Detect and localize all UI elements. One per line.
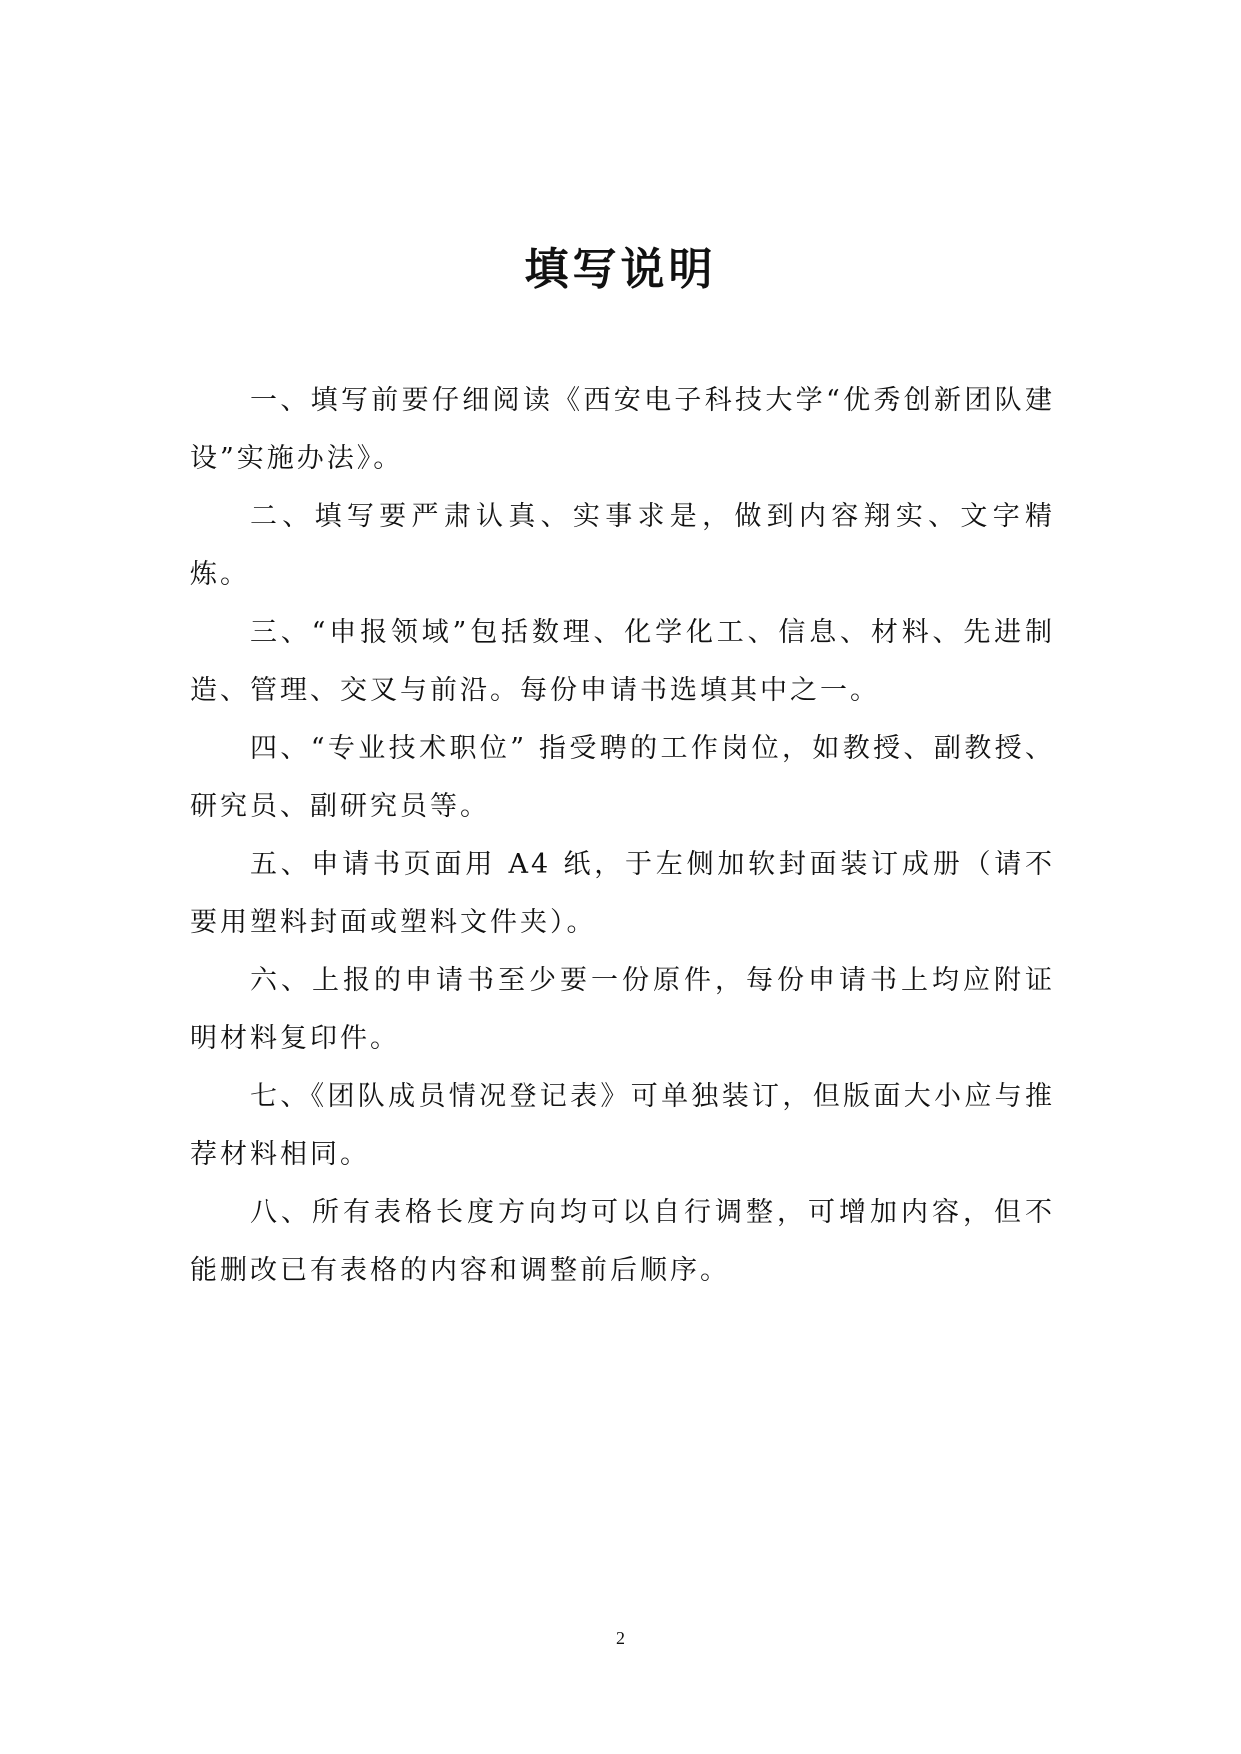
instruction-paragraph-5: 五、申请书页面用 A4 纸，于左侧加软封面装订成册（请不要用塑料封面或塑料文件夹）。	[190, 849, 1055, 938]
instruction-paragraph-2: 二、填写要严肃认真、实事求是，做到内容翔实、文字精炼。	[190, 501, 1055, 590]
instructions-body	[190, 372, 1055, 1300]
page-title: 填写说明	[524, 244, 717, 295]
instruction-paragraph-6: 六、上报的申请书至少要一份原件，每份申请书上均应附证明材料复印件。	[190, 965, 1055, 1054]
instruction-paragraph-7: 七、《团队成员情况登记表》可单独装订，但版面大小应与推荐材料相同。	[190, 1081, 1055, 1170]
instruction-paragraph-3: 三、“申报领域”包括数理、化学化工、信息、材料、先进制造、管理、交叉与前沿。每份申请书选填其中之一。	[190, 617, 1055, 706]
instruction-paragraph-1: 一、填写前要仔细阅读《西安电子科技大学“优秀创新团队建设”实施办法》。	[190, 385, 1055, 474]
page-number: 2	[616, 1628, 625, 1648]
instruction-paragraph-8: 八、所有表格长度方向均可以自行调整，可增加内容，但不能删改已有表格的内容和调整前后顺序。	[190, 1197, 1055, 1286]
instruction-paragraph-4: 四、“专业技术职位” 指受聘的工作岗位，如教授、副教授、研究员、副研究员等。	[190, 733, 1055, 822]
